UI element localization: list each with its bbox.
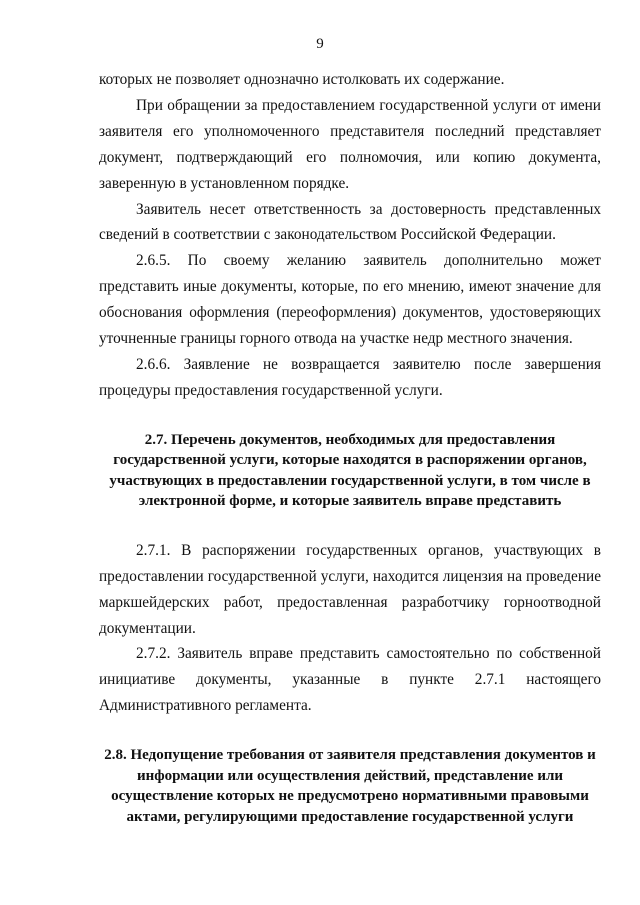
section-spacer <box>99 512 601 538</box>
paragraph-continuation: которых не позволяет однозначно истолковать их содержание. <box>99 71 505 88</box>
paragraph-responsibility: Заявитель несет ответственность за достоверность представленных сведений в соответствии с законодательством Российской Федерации. <box>99 200 601 244</box>
section-heading-2-7: 2.7. Перечень документов, необходимых для предоставления государственной услуги, которые находятся в распоряжении органов, участвующих в предоставлении государственной услуги, в том числе в электронной форме, и которые заявитель вправе представить <box>109 431 591 510</box>
section-spacer <box>99 719 601 745</box>
paragraph-2-6-5: 2.6.5. По своему желанию заявитель дополнительно может представить иные документы, которые, по его мнению, имеют значение для обоснования оформления (переоформления) документов, удостоверяющих уточненные границы горного отвода на участке недр местного значения. <box>99 252 601 348</box>
page-number: 9 <box>316 36 324 52</box>
paragraph-2-7-1: 2.7.1. В распоряжении государственных органов, участвующих в предоставлении государственной услуги, находится лицензия на проведение маркшейдерских работ, предоставленная разработчику горноотводной документации. <box>99 541 601 637</box>
paragraph-representative: При обращении за предоставлением государственной услуги от имени заявителя его уполномоченного представителя последний представляет документ, подтверждающий его полномочия, или копию документа, заверенную в установленном порядке. <box>99 96 601 192</box>
page-content <box>99 67 601 827</box>
section-spacer <box>99 404 601 430</box>
section-heading-2-8: 2.8. Недопущение требования от заявителя представления документов и информации или осуществления действий, представление или осуществление которых не предусмотрено нормативными правовыми актами, регулирующими предоставление государственной услуги <box>104 747 596 825</box>
paragraph-2-7-2: 2.7.2. Заявитель вправе представить самостоятельно по собственной инициативе документы, указанные в пункте 2.7.1 настоящего Административного регламента. <box>99 645 601 715</box>
paragraph-2-6-6: 2.6.6. Заявление не возвращается заявителю после завершения процедуры предоставления государственной услуги. <box>99 355 601 399</box>
